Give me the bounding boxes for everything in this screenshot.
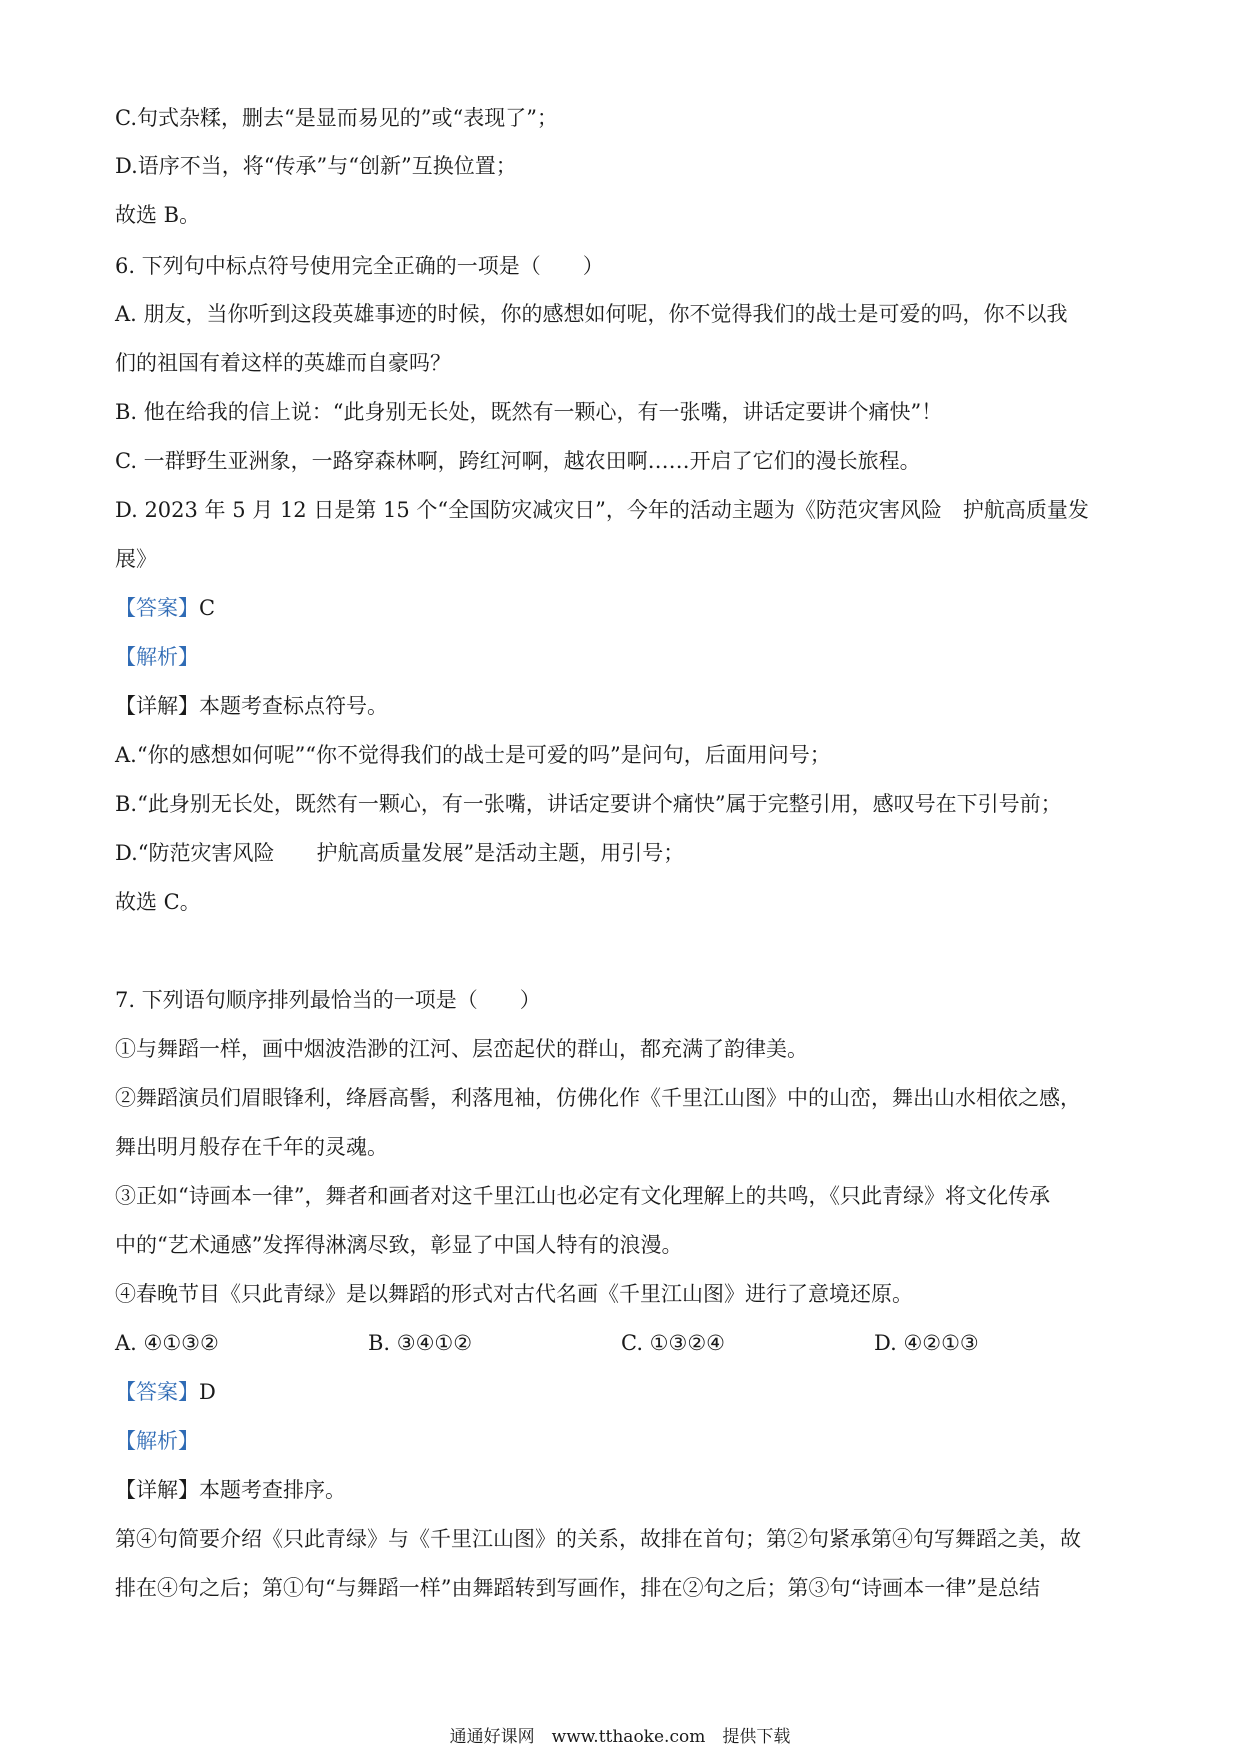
q6-detail (115, 692, 1125, 720)
q6-option-d-line1: D. 2023 年 5 月 12 日是第 15 个“全国防灾减灾日”，今年的活动主题为《防范灾害风险 护航高质量发 (115, 498, 1089, 522)
q7-analysis-label: 【解析】 (115, 1429, 199, 1453)
answer-label: 【答案】 (115, 1380, 199, 1404)
q7-sentence-3-line1: ③正如“诗画本一律”，舞者和画者对这千里江山也必定有文化理解上的共鸣，《只此青绿》将文化传承 (115, 1184, 1050, 1208)
q7-detail (115, 1476, 1125, 1504)
q6-option-d-line2: 展》 (115, 547, 157, 571)
q6-option-a-line2: 们的祖国有着这样的英雄而自豪吗？ (115, 351, 451, 375)
q6-analysis-label: 【解析】 (115, 645, 199, 669)
detail-label: 【详解】 (115, 1478, 199, 1502)
detail-text: 本题考查排序。 (199, 1478, 346, 1502)
q7-explanation-line1: 第④句简要介绍《只此青绿》与《千里江山图》的关系，故排在首句；第②句紧承第④句写舞蹈之美，故 (115, 1527, 1081, 1551)
q6-option-c: C. 一群野生亚洲象，一路穿森林啊，跨红河啊，越农田啊……开启了它们的漫长旅程。 (115, 449, 921, 473)
detail-label: 【详解】 (115, 694, 199, 718)
q6-explanation-a: A.“你的感想如何呢”“你不觉得我们的战士是可爱的吗”是问句，后面用问号； (115, 743, 831, 767)
q6-answer (115, 594, 1125, 622)
q7-sentence-3-line2: 中的“艺术通感”发挥得淋漓尽致，彰显了中国人特有的浪漫。 (115, 1233, 683, 1257)
q7-question: 7. 下列语句顺序排列最恰当的一项是（ ） (115, 988, 541, 1012)
q5-conclusion: 故选 B。 (115, 203, 201, 227)
q7-sentence-1: ①与舞蹈一样，画中烟波浩渺的江河、层峦起伏的群山，都充满了韵律美。 (115, 1037, 808, 1061)
q7-sentence-2-line1: ②舞蹈演员们眉眼锋利，绛唇高髻，利落甩袖，仿佛化作《千里江山图》中的山峦，舞出山水相依之感， (115, 1086, 1081, 1110)
q7-sentence-2-line2: 舞出明月般存在千年的灵魂。 (115, 1135, 388, 1159)
q6-explanation-b: B.“此身别无长处，既然有一颗心，有一张嘴，讲话定要讲个痛快”属于完整引用，感叹号在下引号前； (115, 792, 1062, 816)
q6-option-a-line1: A. 朋友，当你听到这段英雄事迹的时候，你的感想如何呢，你不觉得我们的战士是可爱的吗，你不以我 (115, 302, 1068, 326)
answer-value: D (199, 1380, 216, 1404)
q7-answer (115, 1378, 1125, 1406)
answer-label: 【答案】 (115, 596, 199, 620)
q6-question: 6. 下列句中标点符号使用完全正确的一项是（ ） (115, 254, 604, 278)
q7-option-c: C. ①③②④ (621, 1331, 725, 1355)
q7-option-d: D. ④②①③ (874, 1331, 979, 1355)
q7-option-b: B. ③④①② (368, 1331, 473, 1355)
q7-option-a: A. ④①③② (115, 1331, 219, 1355)
answer-value: C (199, 596, 216, 620)
detail-text: 本题考查标点符号。 (199, 694, 388, 718)
q6-explanation-d: D.“防范灾害风险 护航高质量发展”是活动主题，用引号； (115, 841, 685, 865)
q6-option-b: B. 他在给我的信上说：“此身别无长处，既然有一颗心，有一张嘴，讲话定要讲个痛快”！ (115, 400, 943, 424)
q7-explanation-line2: 排在④句之后；第①句“与舞蹈一样”由舞蹈转到写画作，排在②句之后；第③句“诗画本一律”是总结 (115, 1576, 1040, 1600)
page-footer: 通通好课网 www.tthaoke.com 提供下载 (449, 1727, 791, 1747)
q6-conclusion: 故选 C。 (115, 890, 201, 914)
q5-option-c-explanation: C.句式杂糅，删去“是显而易见的”或“表现了”； (115, 106, 558, 130)
q5-option-d-explanation: D.语序不当，将“传承”与“创新”互换位置； (115, 154, 517, 178)
q7-sentence-4: ④春晚节目《只此青绿》是以舞蹈的形式对古代名画《千里江山图》进行了意境还原。 (115, 1282, 913, 1306)
